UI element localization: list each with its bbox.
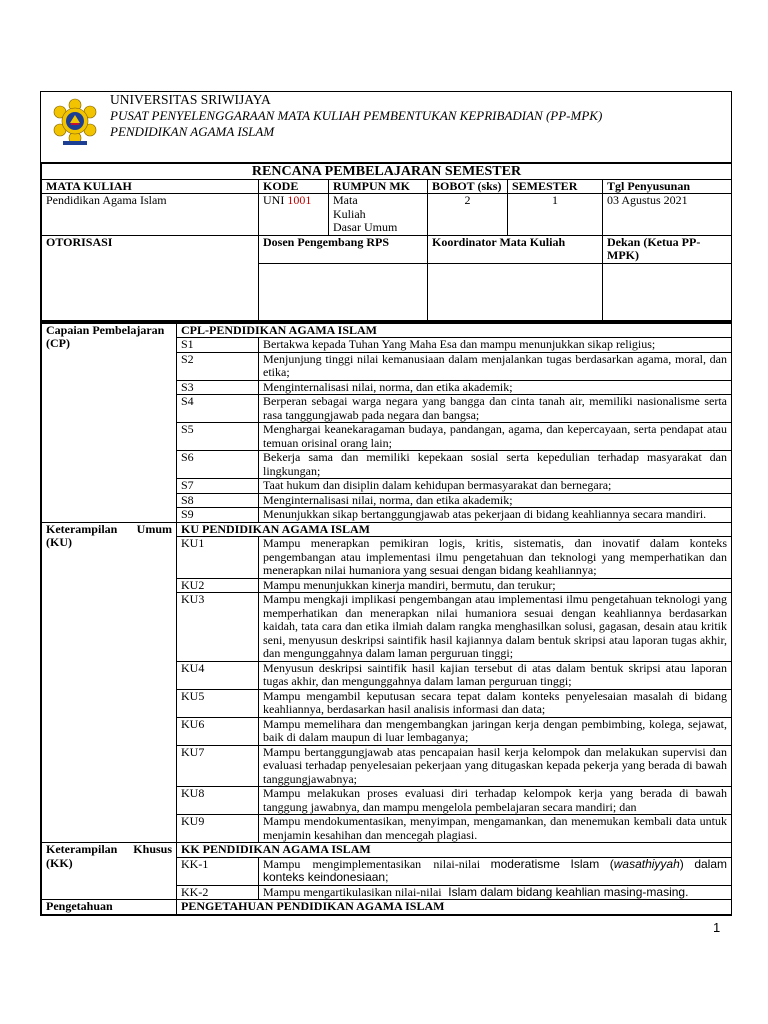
cp-code: S9 <box>177 508 259 523</box>
ku-heading: KU PENDIDIKAN AGAMA ISLAM <box>177 522 732 537</box>
cp-text: Menginternalisasi nilai, norma, dan etika akademik; <box>259 380 732 395</box>
ku-code: KU6 <box>177 717 259 745</box>
document-title: RENCANA PEMBELAJARAN SEMESTER <box>42 164 732 180</box>
course-name: Pendidikan Agama Islam <box>42 194 259 236</box>
kk-text-b: Islam dalam bidang keahlian masing-masing. <box>441 884 689 899</box>
kk-code: KK-1 <box>177 857 259 885</box>
cp-text: Bekerja sama dan memiliki kepekaan sosial serta kepedulian terhadap masyarakat dan lingkungan; <box>259 451 732 479</box>
sign-koordinator <box>428 263 603 322</box>
pengetahuan-row <box>42 900 732 915</box>
kk-text <box>259 885 732 900</box>
otorisasi-dekan: Dekan (Ketua PP-MPK) <box>603 235 732 263</box>
ku-code: KU8 <box>177 787 259 815</box>
ku-label: Keterampilan Umum (KU) <box>42 522 177 843</box>
university-logo-icon <box>49 96 101 148</box>
cp-text: Menunjukkan sikap bertanggungjawab atas pekerjaan di bidang keahliannya secara mandiri. <box>259 508 732 523</box>
ku-text: Mampu menunjukkan kinerja mandiri, bermutu, dan terukur; <box>259 578 732 593</box>
ku-text: Mampu melakukan proses evaluasi diri terhadap kelompok kerja yang berada di bawah tanggung jawabnya, dan mampu mengelola pembelajaran secara mandiri; dan <box>259 787 732 815</box>
ku-text: Mampu mendokumentasikan, menyimpan, mengamankan, dan menemukan kembali data untuk menjamin kesahihan dan mencegah plagiasi. <box>259 815 732 843</box>
pengetahuan-heading: PENGETAHUAN PENDIDIKAN AGAMA ISLAM <box>177 900 732 915</box>
course-rumpun <box>329 194 428 236</box>
kk-text-a: Mampu mengimplementasikan nilai-nilai <box>263 856 481 871</box>
ku-text: Mampu menerapkan pemikiran logis, kritis, sistematis, dan inovatif dalam konteks pengembangan atau implementasi ilmu pengetahuan dan teknologi yang memperhatikan dan menerapkan nilai humaniora yang sesuai dengan bidang keahliannya; <box>259 537 732 579</box>
ku-text: Mampu mengkaji implikasi pengembangan atau implementasi ilmu pengetahuan teknologi yang memperhatikan dan menerapkan nilai humaniora sesuai dengan keahliannya berdasarkan kaidah, tata cara dan etika ilmiah dalam rangka menghasilkan solusi, gagasan, desain atau kritik seni, menyusun deskripsi saintifik hasil kajiannya dalam bentuk skripsi atau laporan tugas akhir, dan mengunggahnya dalam laman perguruan tinggi; <box>259 593 732 662</box>
course-tgl: 03 Agustus 2021 <box>603 194 732 236</box>
sign-dekan <box>603 263 732 322</box>
subject-name: PENDIDIKAN AGAMA ISLAM <box>110 124 275 139</box>
cp-text: Menginternalisasi nilai, norma, dan etika akademik; <box>259 493 732 508</box>
cp-text: Menjunjung tinggi nilai kemanusiaan dalam menjalankan tugas berdasarkan agama, moral, dan etika; <box>259 352 732 380</box>
rps-table <box>41 163 732 915</box>
otorisasi-dosen: Dosen Pengembang RPS <box>259 235 428 263</box>
header-semester: SEMESTER <box>508 179 603 194</box>
university-name: UNIVERSITAS SRIWIJAYA <box>110 92 271 107</box>
header-mata-kuliah: MATA KULIAH <box>42 179 259 194</box>
code-number: 1001 <box>287 193 312 207</box>
ku-text: Mampu mengambil keputusan secara tepat dalam konteks penyelesaian masalah di bidang keahliannya, berdasarkan hasil analisis informasi dan data; <box>259 689 732 717</box>
cp-code: S1 <box>177 338 259 353</box>
header-rumpun: RUMPUN MK <box>329 179 428 194</box>
cp-heading-row <box>42 322 732 338</box>
ku-code: KU4 <box>177 661 259 689</box>
kk-heading-row <box>42 843 732 858</box>
ku-text: Mampu bertanggungjawab atas pencapaian hasil kerja kelompok dan melakukan supervisi dan evaluasi terhadap penyelesaian pekerjaan yang ditugaskan kepada pekerja yang berada di bawah tanggungjawabnya; <box>259 745 732 787</box>
cp-text: Bertakwa kepada Tuhan Yang Maha Esa dan mampu menunjukkan sikap religius; <box>259 338 732 353</box>
code-prefix: UNI <box>263 193 288 207</box>
otorisasi-label: OTORISASI <box>42 235 259 322</box>
ku-code: KU9 <box>177 815 259 843</box>
pengetahuan-label: Pengetahuan <box>42 900 177 915</box>
ku-heading-row <box>42 522 732 537</box>
header-kode: KODE <box>259 179 329 194</box>
otorisasi-header-row <box>42 235 732 263</box>
kk-code: KK-2 <box>177 885 259 900</box>
cp-code: S4 <box>177 395 259 423</box>
ku-code: KU1 <box>177 537 259 579</box>
course-semester: 1 <box>508 194 603 236</box>
center-name: PUSAT PENYELENGGARAAN MATA KULIAH PEMBENTUKAN KEPRIBADIAN (PP-MPK) <box>110 108 603 123</box>
page-number: 1 <box>713 920 721 935</box>
kk-label: Keterampilan Khusus (KK) <box>42 843 177 900</box>
cp-code: S5 <box>177 423 259 451</box>
cp-code: S8 <box>177 493 259 508</box>
cp-label: Capaian Pembelajaran (CP) <box>42 322 177 523</box>
course-row <box>42 194 732 236</box>
ku-text: Menyusun deskripsi saintifik hasil kajian tersebut di atas dalam bentuk skripsi atau laporan tugas akhir, dan mengunggahnya dalam laman perguruan tinggi; <box>259 661 732 689</box>
document-header <box>41 92 731 163</box>
rumpun-line-1 <box>333 194 423 221</box>
cp-code: S6 <box>177 451 259 479</box>
rumpun-text-2: Dasar Umum <box>333 220 398 234</box>
ku-code: KU2 <box>177 578 259 593</box>
ku-code: KU5 <box>177 689 259 717</box>
rumpun-text-1: Mata Kuliah <box>333 193 366 221</box>
cp-heading: CPL-PENDIDIKAN AGAMA ISLAM <box>177 322 732 338</box>
ku-text: Mampu memelihara dan mengembangkan jaringan kerja dengan pembimbing, kolega, sejawat, baik di dalam maupun di luar lembaganya; <box>259 717 732 745</box>
cp-text: Taat hukum dan disiplin dalam kehidupan bermasyarakat dan bernegara; <box>259 479 732 494</box>
cp-code: S7 <box>177 479 259 494</box>
ku-code: KU7 <box>177 745 259 787</box>
otorisasi-koordinator: Koordinator Mata Kuliah <box>428 235 603 263</box>
cp-code: S2 <box>177 352 259 380</box>
kk-text-a: Mampu mengartikulasikan nilai-nilai <box>263 884 442 899</box>
cp-text: Berperan sebagai warga negara yang bangga dan cinta tanah air, memiliki nasionalisme serta rasa tanggungjawab pada negara dan bangsa; <box>259 395 732 423</box>
cp-text: Menghargai keanekaragaman budaya, pandangan, agama, dan kepercayaan, serta pendapat atau temuan orisinal orang lain; <box>259 423 732 451</box>
ku-code: KU3 <box>177 593 259 662</box>
kk-text-b: moderatisme Islam ( <box>480 856 614 871</box>
course-header-row <box>42 179 732 194</box>
header-tgl: Tgl Penyusunan <box>603 179 732 194</box>
kk-text-c: ) dalam konteks keindonesiaan; <box>263 856 728 884</box>
course-bobot: 2 <box>428 194 508 236</box>
kk-text-italic: wasathiyyah <box>613 856 680 871</box>
header-bobot: BOBOT (sks) <box>428 179 508 194</box>
course-code <box>259 194 329 236</box>
kk-text <box>259 857 732 885</box>
sign-dosen <box>259 263 428 322</box>
rps-document <box>40 91 732 916</box>
kk-heading: KK PENDIDIKAN AGAMA ISLAM <box>177 843 732 858</box>
cp-code: S3 <box>177 380 259 395</box>
